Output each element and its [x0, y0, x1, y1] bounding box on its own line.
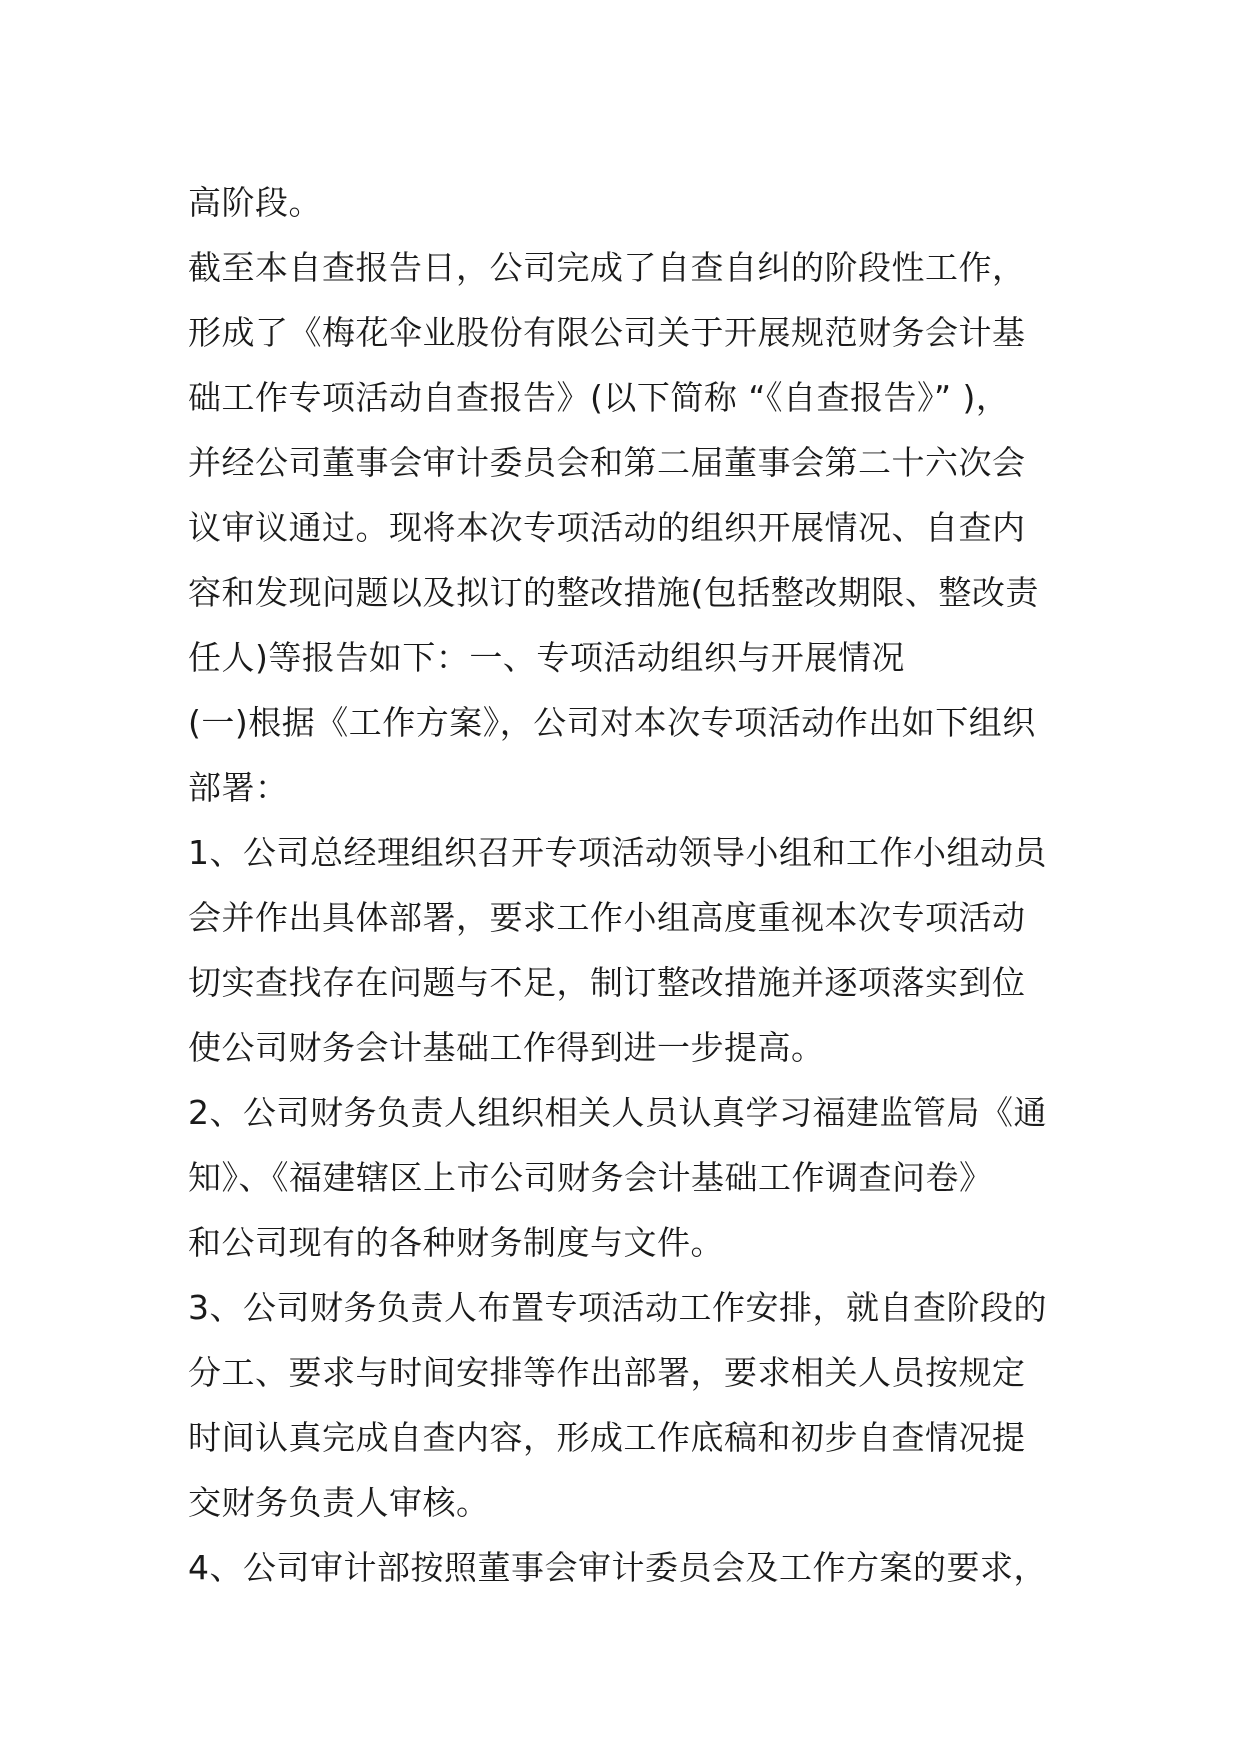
text-line: 知》、《福建辖区上市公司财务会计基础工作调查问卷》: [188, 1158, 993, 1197]
text-line: 础工作专项活动自查报告》(以下简称 “《自查报告》” )，: [188, 378, 1010, 417]
text-line: 会并作出具体部署，要求工作小组高度重视本次专项活动: [188, 898, 1026, 937]
text-line: 容和发现问题以及拟订的整改措施(包括整改期限、整改责: [188, 573, 1039, 612]
text-line: 2、公司财务负责人组织相关人员认真学习福建监管局《通: [188, 1093, 1047, 1132]
body-text: [188, 170, 1058, 1600]
text-line: 切实查找存在问题与不足，制订整改措施并逐项落实到位: [188, 963, 1026, 1002]
text-line: 4、公司审计部按照董事会审计委员会及工作方案的要求，: [188, 1548, 1047, 1587]
text-line: 和公司现有的各种财务制度与文件。: [188, 1223, 724, 1262]
text-line: 1、公司总经理组织召开专项活动领导小组和工作小组动员: [188, 833, 1047, 872]
text-line: 使公司财务会计基础工作得到进一步提高。: [188, 1028, 825, 1067]
text-line: 并经公司董事会审计委员会和第二届董事会第二十六次会: [188, 443, 1026, 482]
text-line: 高阶段。: [188, 183, 322, 222]
text-line: 时间认真完成自查内容，形成工作底稿和初步自查情况提: [188, 1418, 1026, 1457]
text-line: 任人)等报告如下：一、专项活动组织与开展情况: [188, 638, 905, 677]
text-line: 交财务负责人审核。: [188, 1483, 490, 1522]
text-line: (一)根据《工作方案》，公司对本次专项活动作出如下组织: [188, 703, 1036, 742]
text-line: 议审议通过。现将本次专项活动的组织开展情况、自查内: [188, 508, 1026, 547]
text-line: 截至本自查报告日，公司完成了自查自纠的阶段性工作，: [188, 248, 1026, 287]
text-line: 部署：: [188, 768, 289, 807]
text-line: 3、公司财务负责人布置专项活动工作安排，就自查阶段的: [188, 1288, 1047, 1327]
text-line: 形成了《梅花伞业股份有限公司关于开展规范财务会计基: [188, 313, 1026, 352]
text-line: 分工、要求与时间安排等作出部署，要求相关人员按规定: [188, 1353, 1026, 1392]
